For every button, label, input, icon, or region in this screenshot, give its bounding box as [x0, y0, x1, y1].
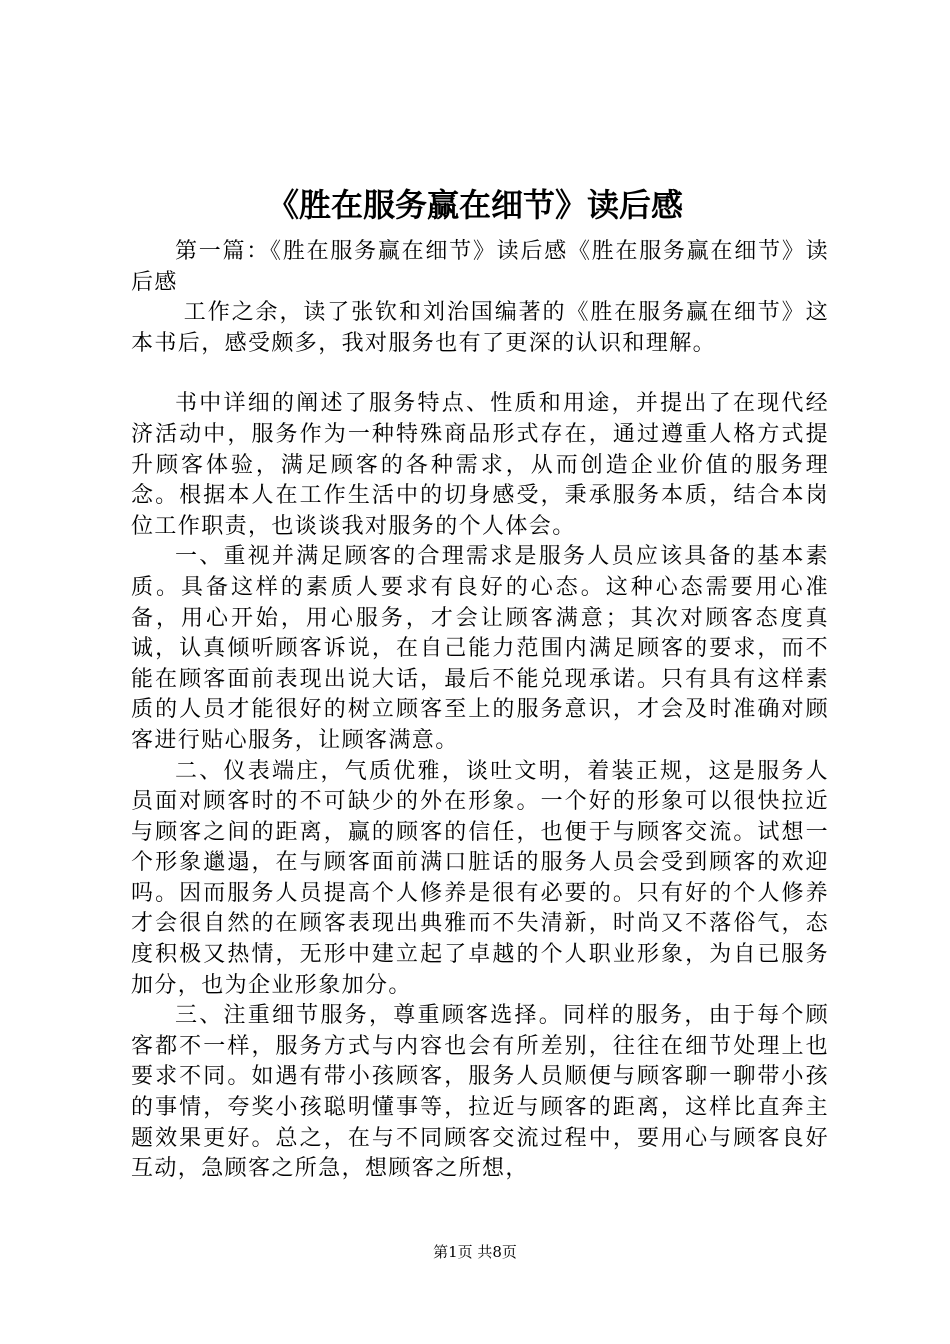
- paragraph-heading: 第一篇：《胜在服务赢在细节》读后感《胜在服务赢在细节》读后感: [131, 239, 829, 295]
- paragraph-point-three: 三、注重细节服务，尊重顾客选择。同样的服务，由于每个顾客都不一样，服务方式与内容也会有所差别，往往在细节处理上也要求不同。如遇有带小孩顾客，服务人员顺便与顾客聊一聊带小孩的事情，夸奖小孩聪明懂事等，拉近与顾客的距离，这样比直奔主题效果更好。总之，在与不同顾客交流过程中，要用心与顾客良好互动，急顾客之所急，想顾客之所想，: [131, 1003, 829, 1182]
- page-footer: 第1页 共8页: [433, 1243, 517, 1261]
- document-body: [131, 237, 829, 1185]
- paragraph-point-two: 二、仪表端庄，气质优雅，谈吐文明，着装正规，这是服务人员面对顾客时的不可缺少的外在形象。一个好的形象可以很快拉近与顾客之间的距离，赢的顾客的信任，也便于与顾客交流。试想一个形象邋遢，在与顾客面前满口脏话的服务人员会受到顾客的欢迎吗。因而服务人员提高个人修养是很有必要的。只有好的个人修养才会很自然的在顾客表现出典雅而不失清新，时尚又不落俗气，态度积极又热情，无形中建立起了卓越的个人职业形象，为自已服务加分，也为企业形象加分。: [131, 758, 829, 998]
- paragraph-spacer: [131, 359, 829, 389]
- paragraph-overview: 书中详细的阐述了服务特点、性质和用途，并提出了在现代经济活动中，服务作为一种特殊商品形式存在，通过遵重人格方式提升顾客体验，满足顾客的各种需求，从而创造企业价值的服务理念。根据本人在工作生活中的切身感受，秉承服务本质，结合本岗位工作职责，也谈谈我对服务的个人体会。: [131, 391, 829, 539]
- paragraph-point-one: 一、重视并满足顾客的合理需求是服务人员应该具备的基本素质。具备这样的素质人要求有良好的心态。这种心态需要用心准备，用心开始，用心服务，才会让顾客满意；其次对顾客态度真诚，认真倾听顾客诉说，在自己能力范围内满足顾客的要求，而不能在顾客面前表现出说大话，最后不能兑现承诺。只有具有这样素质的人员才能很好的树立顾客至上的服务意识，才会及时准确对顾客进行贴心服务，让顾客满意。: [131, 544, 829, 753]
- paragraph-intro: 工作之余，读了张钦和刘治国编著的《胜在服务赢在细节》这本书后，感受颇多，我对服务也有了更深的认识和理解。: [131, 300, 829, 356]
- document-title: 《胜在服务赢在细节》读后感: [266, 186, 683, 224]
